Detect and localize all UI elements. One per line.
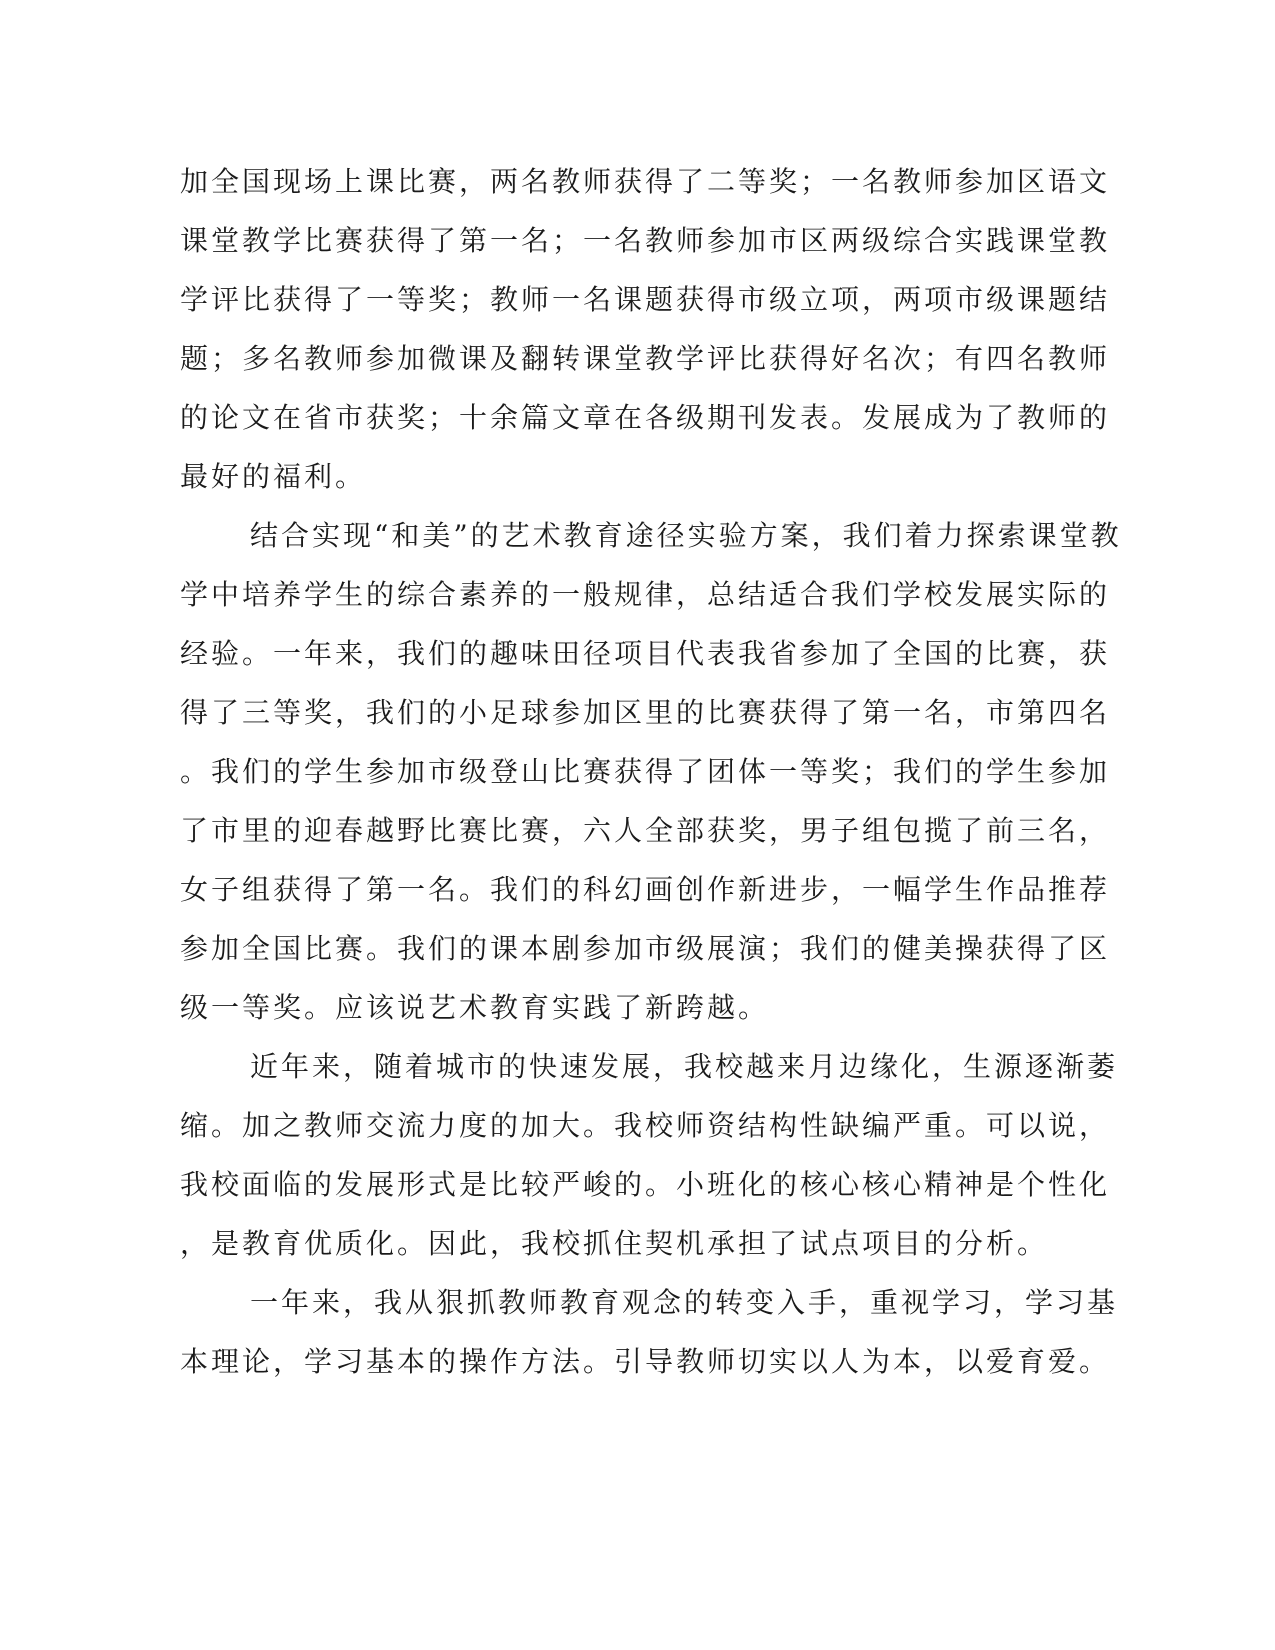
text-line: 缩。加之教师交流力度的加大。我校师资结构性缺编严重。可以说， xyxy=(180,1109,1111,1142)
text-line: 我校面临的发展形式是比较严峻的。小班化的核心核心精神是个性化 xyxy=(180,1168,1111,1201)
text-line: 课堂教学比赛获得了第一名；一名教师参加市区两级综合实践课堂教 xyxy=(180,224,1111,257)
paragraph-3 xyxy=(180,1037,1119,1273)
text-line: 级一等奖。应该说艺术教育实践了新跨越。 xyxy=(180,991,770,1024)
text-line: 结合实现“和美”的艺术教育途径实验方案，我们着力探索课堂教 xyxy=(250,519,1122,552)
text-line: 的论文在省市获奖；十余篇文章在各级期刊发表。发展成为了教师的 xyxy=(180,401,1111,434)
text-line: 女子组获得了第一名。我们的科幻画创作新进步，一幅学生作品推荐 xyxy=(180,873,1111,906)
text-line: 了市里的迎春越野比赛比赛，六人全部获奖，男子组包揽了前三名， xyxy=(180,814,1111,847)
document-body xyxy=(180,152,1122,1391)
text-line: 题；多名教师参加微课及翻转课堂教学评比获得好名次；有四名教师 xyxy=(180,342,1111,375)
text-line: 最好的福利。 xyxy=(180,460,367,493)
text-line: 参加全国比赛。我们的课本剧参加市级展演；我们的健美操获得了区 xyxy=(180,932,1111,965)
text-line: 。我们的学生参加市级登山比赛获得了团体一等奖；我们的学生参加 xyxy=(180,755,1111,788)
text-line: 本理论，学习基本的操作方法。引导教师切实以人为本，以爱育爱。 xyxy=(180,1345,1111,1378)
paragraph-1 xyxy=(180,152,1111,506)
text-line: 经验。一年来，我们的趣味田径项目代表我省参加了全国的比赛，获 xyxy=(180,637,1111,670)
text-line: 一年来，我从狠抓教师教育观念的转变入手，重视学习，学习基 xyxy=(250,1286,1119,1319)
text-line: 学评比获得了一等奖；教师一名课题获得市级立项，两项市级课题结 xyxy=(180,283,1111,316)
text-line: ，是教育优质化。因此，我校抓住契机承担了试点项目的分析。 xyxy=(180,1227,1049,1260)
text-line: 得了三等奖，我们的小足球参加区里的比赛获得了第一名，市第四名 xyxy=(180,696,1111,729)
text-line: 近年来，随着城市的快速发展，我校越来月边缘化，生源逐渐萎 xyxy=(250,1050,1119,1083)
text-line: 学中培养学生的综合素养的一般规律，总结适合我们学校发展实际的 xyxy=(180,578,1111,611)
paragraph-4 xyxy=(180,1273,1119,1391)
paragraph-2 xyxy=(180,506,1122,1037)
text-line: 加全国现场上课比赛，两名教师获得了二等奖；一名教师参加区语文 xyxy=(180,165,1111,198)
